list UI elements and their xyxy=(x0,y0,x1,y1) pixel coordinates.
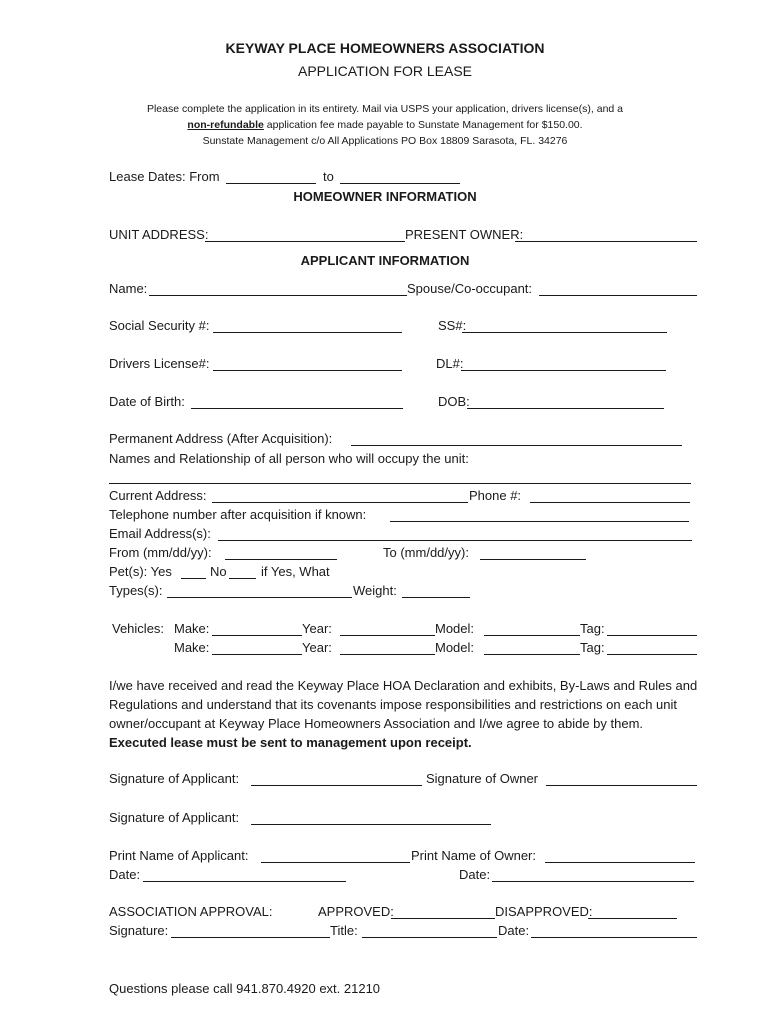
phone-label: Phone #: xyxy=(469,488,522,503)
vehicle1-year-label: Year: xyxy=(302,621,332,636)
pets-yes-label: Pet(s): Yes xyxy=(109,564,172,579)
permanent-address-label: Permanent Address (After Acquisition): xyxy=(109,431,333,446)
name-label: Name: xyxy=(109,281,148,296)
print-name-applicant-label: Print Name of Applicant: xyxy=(109,848,249,863)
print-name-owner-label: Print Name of Owner: xyxy=(411,848,536,863)
unit-address-label: UNIT ADDRESS: xyxy=(109,227,209,242)
agreement-text: I/we have received and read the Keyway Place HOA Declaration and exhibits, By-Laws and Rules and Regulations and understand that its covenants impose responsibilities and restrictions on each unit owner/occupant at Keyway Place Homeowners Association and I/we agree to abide by them. xyxy=(109,678,698,731)
dob-label: Date of Birth: xyxy=(109,394,185,409)
from-date-field[interactable] xyxy=(225,559,337,560)
to-date-field[interactable] xyxy=(480,559,586,560)
applicant-heading: APPLICANT INFORMATION xyxy=(300,253,470,268)
instructions-line-1: Please complete the application in its entirety. Mail via USPS your application, drivers license(s), and a xyxy=(146,103,624,115)
signature-applicant-2-field[interactable] xyxy=(251,824,491,825)
phone-field[interactable] xyxy=(530,502,690,503)
vehicles-label: Vehicles: xyxy=(112,621,165,636)
pet-types-field[interactable] xyxy=(167,597,352,598)
dob2-field[interactable] xyxy=(467,408,664,409)
form-subtitle: APPLICATION FOR LEASE xyxy=(297,63,472,79)
vehicle2-model-label: Model: xyxy=(435,640,475,655)
lease-from-field[interactable] xyxy=(226,183,316,184)
email-field[interactable] xyxy=(218,540,692,541)
current-address-label: Current Address: xyxy=(109,488,207,503)
name-field[interactable] xyxy=(149,295,407,296)
present-owner-field[interactable] xyxy=(515,241,697,242)
approved-label: APPROVED: xyxy=(318,904,394,919)
pet-types-label: Types(s): xyxy=(109,583,163,598)
form-title: KEYWAY PLACE HOMEOWNERS ASSOCIATION xyxy=(225,40,545,56)
approval-date-field[interactable] xyxy=(531,937,697,938)
owner-date-label: Date: xyxy=(459,867,491,882)
occupants-label: Names and Relationship of all person who will occupy the unit: xyxy=(109,451,469,466)
association-approval-label: ASSOCIATION APPROVAL: xyxy=(109,904,273,919)
vehicle2-make-label: Make: xyxy=(174,640,210,655)
vehicle1-year-field[interactable] xyxy=(340,635,435,636)
approved-field[interactable] xyxy=(391,918,495,919)
vehicle1-tag-label: Tag: xyxy=(580,621,605,636)
dl2-label: DL#: xyxy=(436,356,464,371)
lease-from-label: Lease Dates: From xyxy=(109,169,220,184)
ssn-field[interactable] xyxy=(213,332,402,333)
vehicle1-tag-field[interactable] xyxy=(607,635,697,636)
occupants-field[interactable] xyxy=(109,483,691,484)
print-name-applicant-field[interactable] xyxy=(261,862,410,863)
current-address-field[interactable] xyxy=(212,502,468,503)
permanent-address-field[interactable] xyxy=(351,445,682,446)
non-refundable-text: non-refundable xyxy=(187,119,264,131)
pets-if-yes-label: if Yes, What xyxy=(261,564,330,579)
ss2-label: SS#: xyxy=(438,318,467,333)
drivers-license-field[interactable] xyxy=(213,370,402,371)
approval-title-field[interactable] xyxy=(362,937,497,938)
disapproved-field[interactable] xyxy=(588,918,677,919)
pets-yes-field[interactable] xyxy=(181,578,206,579)
homeowner-heading: HOMEOWNER INFORMATION xyxy=(293,189,477,204)
signature-owner-field[interactable] xyxy=(546,785,697,786)
approval-signature-field[interactable] xyxy=(171,937,330,938)
vehicle2-model-field[interactable] xyxy=(484,654,580,655)
owner-date-field[interactable] xyxy=(492,881,694,882)
ssn-label: Social Security #: xyxy=(109,318,210,333)
instructions-line-3: Sunstate Management c/o All Applications PO Box 18809 Sarasota, FL. 34276 xyxy=(202,135,568,147)
dob2-label: DOB: xyxy=(438,394,470,409)
to-date-label: To (mm/dd/yy): xyxy=(383,545,469,560)
lease-to-label: to xyxy=(323,169,334,184)
dl2-field[interactable] xyxy=(461,370,666,371)
signature-owner-label: Signature of Owner xyxy=(426,771,539,786)
signature-applicant-label: Signature of Applicant: xyxy=(109,771,240,786)
spouse-label: Spouse/Co-occupant: xyxy=(407,281,533,296)
agreement-paragraph xyxy=(109,676,699,752)
unit-address-field[interactable] xyxy=(205,241,405,242)
telephone-after-label: Telephone number after acquisition if known: xyxy=(109,507,367,522)
approval-signature-label: Signature: xyxy=(109,923,169,938)
spouse-field[interactable] xyxy=(539,295,697,296)
signature-applicant-2-label: Signature of Applicant: xyxy=(109,810,240,825)
vehicle2-year-field[interactable] xyxy=(340,654,435,655)
signature-applicant-field[interactable] xyxy=(251,785,422,786)
applicant-date-label: Date: xyxy=(109,867,141,882)
pet-weight-label: Weight: xyxy=(353,583,397,598)
dob-field[interactable] xyxy=(191,408,403,409)
instructions-line-2 xyxy=(0,118,770,132)
print-name-owner-field[interactable] xyxy=(545,862,695,863)
pet-weight-field[interactable] xyxy=(402,597,470,598)
vehicle2-year-label: Year: xyxy=(302,640,332,655)
agreement-bold-text: Executed lease must be sent to management upon receipt. xyxy=(109,735,472,750)
ss2-field[interactable] xyxy=(462,332,667,333)
vehicle2-tag-field[interactable] xyxy=(607,654,697,655)
lease-to-field[interactable] xyxy=(340,183,460,184)
vehicle1-make-label: Make: xyxy=(174,621,210,636)
vehicle1-make-field[interactable] xyxy=(212,635,302,636)
drivers-license-label: Drivers License#: xyxy=(109,356,210,371)
present-owner-label: PRESENT OWNER: xyxy=(405,227,524,242)
from-date-label: From (mm/dd/yy): xyxy=(109,545,212,560)
vehicle2-make-field[interactable] xyxy=(212,654,302,655)
instructions-line-2-rest: application fee made payable to Sunstate Management for $150.00. xyxy=(263,119,583,131)
approval-title-label: Title: xyxy=(330,923,358,938)
email-label: Email Address(s): xyxy=(109,526,211,541)
applicant-date-field[interactable] xyxy=(143,881,346,882)
telephone-after-field[interactable] xyxy=(390,521,689,522)
vehicle1-model-label: Model: xyxy=(435,621,475,636)
disapproved-label: DISAPPROVED: xyxy=(495,904,593,919)
approval-date-label: Date: xyxy=(498,923,530,938)
vehicle1-model-field[interactable] xyxy=(484,635,580,636)
vehicle2-tag-label: Tag: xyxy=(580,640,605,655)
pets-no-label: No xyxy=(210,564,227,579)
pets-no-field[interactable] xyxy=(229,578,256,579)
questions-contact: Questions please call 941.870.4920 ext. 21210 xyxy=(109,981,381,996)
